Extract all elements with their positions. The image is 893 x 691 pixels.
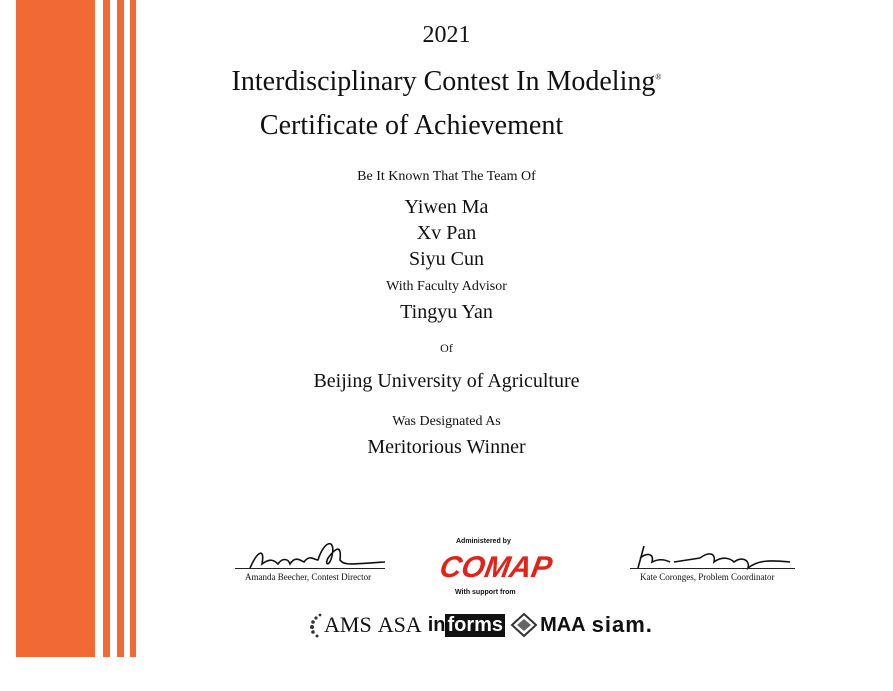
contest-title [0, 66, 893, 98]
asa-logo [378, 612, 422, 638]
left-signature-line [235, 568, 385, 569]
maa-text: MAA [540, 613, 586, 636]
administered-by-label: Administered by [456, 538, 511, 545]
certificate-title: Certificate of Achievement [259, 110, 564, 141]
team-member-3: Siyu Cun [408, 248, 485, 270]
orange-stripe-narrow-1 [103, 0, 110, 657]
ams-logo [310, 612, 372, 638]
orange-stripe-narrow-3 [130, 0, 136, 657]
orange-stripe-narrow-2 [117, 0, 124, 657]
institution-name: Beijing University of Agriculture [313, 370, 580, 392]
maa-logo [511, 613, 586, 637]
certificate-year: 2021 [422, 22, 471, 48]
right-signature-icon [630, 540, 795, 575]
comap-logo-icon [437, 545, 555, 585]
informs-text-b: forms [447, 613, 504, 636]
siam-logo [592, 612, 653, 638]
maa-diamond-icon [511, 613, 537, 637]
sponsor-logos [310, 608, 653, 642]
registered-mark: ® [655, 72, 662, 82]
advisor-name: Tingyu Yan [400, 301, 493, 323]
informs-text-a: in [427, 613, 446, 636]
ams-text: AMS [324, 612, 372, 637]
right-signature-line [630, 568, 795, 569]
siam-text: siam. [591, 612, 653, 637]
intro-text: Be It Known That The Team Of [357, 169, 536, 184]
ams-dots-icon [310, 612, 324, 638]
designation-label: Was Designated As [392, 414, 501, 429]
left-signature-caption: Amanda Beecher, Contest Director [245, 572, 372, 582]
orange-stripe-wide [16, 0, 95, 657]
team-member-2: Xv Pan [416, 222, 477, 244]
of-label: Of [440, 341, 453, 355]
team-member-1: Yiwen Ma [404, 196, 489, 218]
advisor-label: With Faculty Advisor [386, 279, 507, 294]
right-signature-caption: Kate Coronges, Problem Coordinator [640, 572, 775, 582]
informs-logo [428, 614, 505, 637]
with-support-label: With support from [455, 589, 516, 596]
comap-logo-text: COMAP [437, 551, 555, 584]
contest-title-text: Interdisciplinary Contest In Modeling [231, 66, 656, 97]
asa-text: ASA [377, 612, 422, 637]
designation-value: Meritorious Winner [367, 436, 526, 458]
